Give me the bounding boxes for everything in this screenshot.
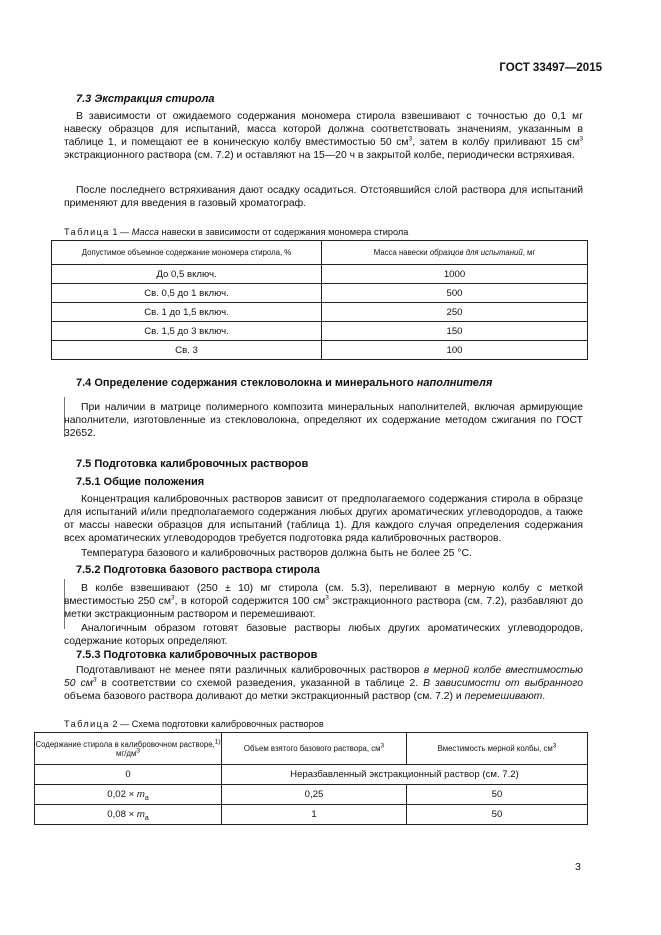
caption-label: Таблица	[64, 227, 110, 237]
subscript: a	[144, 814, 149, 822]
superscript: 3	[171, 594, 175, 602]
page-number: 3	[575, 861, 581, 873]
text-run: экстракционного раствора (см. 7.2), разбавляют до метки экстракционным раствором и перемешивают.	[64, 596, 583, 620]
table-1-header-mass	[322, 241, 588, 265]
table-cell: Св. 1 до 1,5 включ.	[52, 303, 322, 322]
text-run: m	[136, 789, 145, 800]
text-run: в мерной колбе вместимостью 50 см	[64, 665, 583, 689]
caption-number: 1 —	[109, 227, 132, 237]
text-run: Объем взятого базового раствора, см	[243, 744, 381, 753]
table-cell: Св. 1,5 до 3 включ.	[52, 322, 322, 341]
text-run: , затем в колбу приливают 15 см	[412, 137, 580, 148]
section-7-5-1-paragraph-1: Концентрация калибровочных растворов зависит от предполагаемого содержания стирола в образце для испытаний и/или предполагаемого содержания любых других ароматических углеводородов, а также от массы навески образцов для испытаний (таблица 1). Для каждого случая определения содержания всех ароматических углеводородов требуется подготовка ряда калибровочных растворов.	[64, 494, 583, 544]
section-7-3-paragraph-2: После последнего встряхивания дают осадку осадиться. Отстоявшийся слой раствора для испытаний применяют для введения в газовый хроматограф.	[64, 185, 583, 209]
section-7-5-3-title: 7.5.3 Подготовка калибровочных растворов	[76, 649, 318, 661]
section-7-5-1-paragraph-2: Температура базового и калибровочных растворов должна быть не более 25 °C.	[81, 548, 472, 559]
text-run: наполнителя	[416, 377, 493, 389]
text-run: m	[136, 809, 145, 820]
table-row	[35, 805, 588, 825]
document-id: ГОСТ 33497—2015	[499, 62, 602, 74]
text-run: В зависимости от выбранного	[423, 678, 583, 689]
section-7-5-3-paragraph	[64, 664, 583, 703]
text-run: экстракционного раствора (см. 7.2) и оставляют на 15—20 ч в закрытой колбе, периодически встряхивая.	[64, 150, 575, 161]
table-cell: 150	[322, 322, 588, 341]
table-cell	[35, 785, 222, 805]
text-run: образцов для испытаний	[429, 248, 523, 257]
text-run: .	[542, 691, 546, 702]
section-7-5-2-title: 7.5.2 Подготовка базового раствора стирола	[76, 564, 320, 576]
caption-text: 2 — Схема подготовки калибровочных растворов	[109, 719, 324, 729]
text-run: перемешивают	[464, 691, 543, 702]
text-run: объема базового раствора доливают до метки экстракционный раствор (см. 7.2) и	[64, 691, 465, 702]
table-2	[34, 732, 588, 825]
subscript: a	[144, 794, 149, 802]
superscript: 3	[552, 742, 557, 750]
caption-label: Таблица	[64, 719, 110, 729]
table-cell: Св. 0,5 до 1 включ.	[52, 284, 322, 303]
section-7-4-title	[76, 377, 492, 389]
table-cell-merged: Неразбавленный экстракционный раствор (см. 7.2)	[222, 765, 588, 785]
table-cell: 0	[35, 765, 222, 785]
section-7-3-number: 7.3	[76, 93, 92, 105]
text-run: 0,08 ×	[107, 809, 137, 820]
text-run: 0,02 ×	[107, 789, 137, 800]
text-run: мг/дм	[116, 748, 137, 758]
table-1-caption	[64, 227, 408, 237]
text-run: Содержание стирола в калибровочном растворе,	[35, 739, 215, 749]
text-run: В колбе взвешивают (250 ± 10) мг стирола (см. 5.3), переливают в мерную колбу с меткой вместимостью 250 см	[64, 583, 583, 607]
superscript: 3	[408, 135, 413, 143]
table-1-header-content: Допустимое объемное содержание мономера стирола, %	[52, 241, 322, 265]
table-cell: 1	[222, 805, 407, 825]
text-run: Масса навески	[373, 248, 430, 257]
table-cell: 50	[407, 785, 588, 805]
table-row	[35, 785, 588, 805]
section-7-3-paragraph-1	[64, 110, 583, 162]
caption-text: навески в зависимости от содержания мономера стирола	[158, 227, 409, 237]
table-row	[52, 303, 588, 322]
table-row	[35, 765, 588, 785]
superscript: 3	[579, 135, 584, 143]
section-7-4-paragraph: При наличии в матрице полимерного композита минеральных наполнителей, включая армирующие наполнители, изготовленные из стекловолокна, определяют их содержание методом сжигания по ГОСТ 32652.	[64, 402, 583, 439]
table-2-header-content	[35, 733, 222, 765]
table-2-header-capacity	[407, 733, 588, 765]
table-cell: До 0,5 включ.	[52, 265, 322, 284]
section-7-5-title: 7.5 Подготовка калибровочных растворов	[76, 458, 309, 470]
table-cell: 250	[322, 303, 588, 322]
text-run: , в которой содержится 100 см	[174, 596, 326, 607]
superscript: 3	[325, 594, 329, 602]
table-cell: 1000	[322, 265, 588, 284]
table-cell: 100	[322, 341, 588, 360]
table-cell: 50	[407, 805, 588, 825]
text-run: 7.4 Определение содержания стекловолокна и минерального	[76, 377, 417, 389]
text-run: В зависимости от ожидаемого содержания мономера стирола взвешивают с точностью до 0,1 мг навеску образцов для испытаний, масса которой должна соответствовать значениям, указанным в таблице 1, и помещают ее в коническую колбу вместимостью 50 см	[64, 111, 583, 148]
text-run: , мг	[522, 248, 536, 257]
table-2-header-volume	[222, 733, 407, 765]
table-cell	[35, 805, 222, 825]
table-cell: 0,25	[222, 785, 407, 805]
superscript: 3	[92, 676, 97, 684]
table-row	[52, 322, 588, 341]
footnote-ref: 1)	[214, 737, 221, 745]
section-7-3-text: Экстракция стирола	[94, 93, 215, 105]
superscript: 3	[380, 742, 385, 750]
table-row	[52, 265, 588, 284]
text-run: в соответствии со схемой разведения, указанной в таблице 2.	[96, 678, 424, 689]
section-7-5-2-paragraph-2: Аналогичным образом готовят базовые растворы любых других ароматических углеводородов, содержание которых определяют.	[64, 623, 583, 647]
text-run: Подготавливают не менее пяти различных калибровочных растворов	[76, 665, 424, 676]
superscript: 3	[136, 746, 140, 754]
table-cell: 500	[322, 284, 588, 303]
table-row	[52, 284, 588, 303]
section-7-5-2-paragraph-1	[64, 582, 583, 621]
table-2-caption	[64, 719, 324, 729]
text-run: Вместимость мерной колбы, см	[437, 744, 553, 753]
caption-italic: Масса	[131, 227, 159, 237]
table-1	[51, 240, 588, 360]
table-cell: Св. 3	[52, 341, 322, 360]
section-7-5-1-title: 7.5.1 Общие положения	[76, 476, 205, 488]
table-row	[52, 341, 588, 360]
section-7-3-title	[76, 93, 215, 105]
